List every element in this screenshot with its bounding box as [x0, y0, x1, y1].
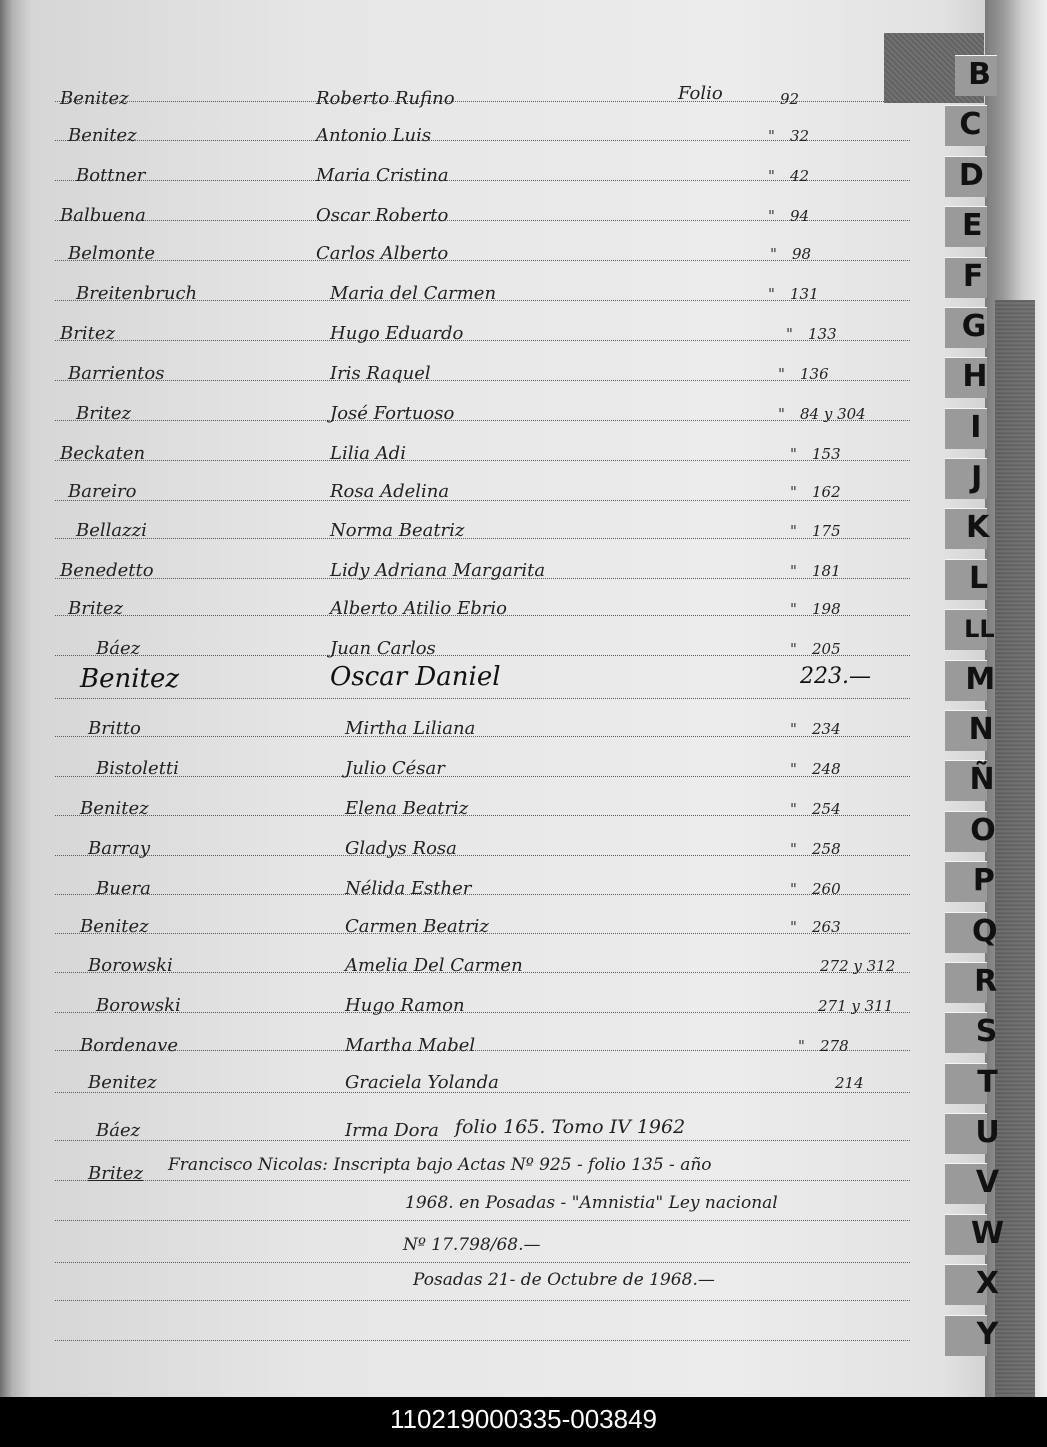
entry-given-name: Carmen Beatriz — [345, 916, 489, 937]
entry-given-name: Lilia Adi — [330, 443, 406, 464]
alphabet-tab[interactable]: S — [975, 1014, 998, 1050]
ditto-mark: " — [786, 325, 793, 343]
entry-surname: Benitez — [88, 1072, 157, 1093]
ditto-mark: " — [790, 880, 797, 898]
entry-given-name: Carlos Alberto — [316, 243, 449, 264]
entry-given-name: Graciela Yolanda — [345, 1072, 499, 1093]
ditto-mark: " — [790, 445, 797, 463]
entry-surname: Bareiro — [68, 481, 137, 502]
entry-surname: Bordenave — [80, 1035, 178, 1056]
entry-given-name: Irma Dora — [345, 1120, 439, 1141]
entry-folio: 136 — [800, 365, 829, 383]
alphabet-tab[interactable]: M — [965, 661, 996, 697]
entry-folio: 94 — [790, 207, 810, 225]
entry-folio: 98 — [792, 245, 812, 263]
entry-given-name: Martha Mabel — [345, 1035, 476, 1056]
entry-given-name: José Fortuoso — [330, 403, 455, 424]
entry-surname: Britez — [60, 323, 115, 344]
entry-surname: Belmonte — [68, 243, 156, 264]
entry-folio: 181 — [812, 562, 841, 580]
ruled-line — [55, 460, 910, 461]
entry-folio: 271 y 311 — [818, 997, 894, 1015]
entry-surname: Bistoletti — [96, 758, 179, 779]
ruled-line — [55, 220, 910, 221]
ditto-mark: " — [790, 760, 797, 778]
ditto-mark: " — [790, 720, 797, 738]
entry-surname: Báez — [96, 1120, 141, 1141]
entry-given-name: Maria del Carmen — [330, 283, 497, 304]
page-binding — [0, 0, 12, 1397]
alphabet-tab[interactable]: E — [961, 208, 983, 244]
entry-given-name: Mirtha Liliana — [345, 718, 476, 739]
alphabet-tab[interactable]: O — [970, 812, 996, 848]
entry-surname: Benitez — [80, 798, 149, 819]
entry-folio: 205 — [812, 640, 841, 658]
ruled-line — [55, 1220, 910, 1221]
entry-surname: Benitez — [80, 664, 180, 694]
ditto-mark: " — [768, 167, 775, 185]
ruled-line — [55, 1050, 910, 1051]
entry-given-name: Gladys Rosa — [345, 838, 457, 859]
ditto-mark: " — [778, 405, 785, 423]
ruled-line — [55, 736, 910, 737]
ruled-line — [55, 500, 910, 501]
ditto-mark: " — [790, 640, 797, 658]
ruled-line — [55, 180, 910, 181]
entry-surname: Borowski — [88, 955, 173, 976]
note-surname: Britez — [88, 1163, 143, 1184]
entry-surname: Borowski — [96, 995, 181, 1016]
footer-id: 110219000335-003849 — [0, 1397, 1047, 1447]
alphabet-tab[interactable]: Ñ — [969, 762, 995, 798]
entry-surname: Buera — [96, 878, 151, 899]
entry-given-name: Maria Cristina — [316, 165, 449, 186]
entry-given-name: Alberto Atilio Ebrio — [330, 598, 507, 619]
entry-given-name: Hugo Ramon — [345, 995, 465, 1016]
entry-surname: Barrientos — [68, 363, 165, 384]
entry-surname: Balbuena — [60, 205, 146, 226]
alphabet-tab[interactable]: V — [975, 1165, 1000, 1201]
ditto-mark: " — [768, 207, 775, 225]
ruled-line — [55, 1140, 910, 1141]
ruled-line — [55, 776, 910, 777]
entry-surname: Bottner — [76, 165, 146, 186]
note-line-3: Nº 17.798/68.— — [403, 1235, 541, 1255]
folio-header: Folio — [678, 83, 723, 104]
ditto-mark: " — [790, 562, 797, 580]
alphabet-tab[interactable]: B — [968, 57, 991, 92]
ruled-line — [55, 655, 910, 656]
entry-surname: Benedetto — [60, 560, 154, 581]
ditto-mark: " — [790, 522, 797, 540]
entry-folio: 32 — [790, 127, 810, 145]
alphabet-tab[interactable]: LL — [964, 615, 995, 644]
entry-folio: 153 — [812, 445, 841, 463]
entry-folio: 223.— — [800, 664, 871, 689]
entry-folio: 42 — [790, 167, 810, 185]
ruled-line — [55, 260, 910, 261]
ditto-mark: " — [768, 285, 775, 303]
entry-given-name: Rosa Adelina — [330, 481, 450, 502]
alphabet-tabs — [945, 55, 1005, 1365]
entry-given-name: Hugo Eduardo — [330, 323, 464, 344]
entry-folio: 131 — [790, 285, 819, 303]
ditto-mark: " — [770, 245, 777, 263]
alphabet-tab[interactable]: W — [970, 1215, 1005, 1251]
entry-surname: Barray — [88, 838, 151, 859]
entry-surname: Bellazzi — [76, 520, 147, 541]
ruled-line — [55, 894, 910, 895]
entry-given-name: Lidy Adriana Margarita — [330, 560, 546, 581]
ditto-mark: " — [790, 600, 797, 618]
entry-folio: 248 — [812, 760, 841, 778]
note-line-1: Francisco Nicolas: Inscripta bajo Actas Nº 925 - folio 135 - año — [168, 1155, 712, 1175]
entry-surname: Báez — [96, 638, 141, 659]
alphabet-tab[interactable]: U — [975, 1115, 1000, 1151]
alphabet-tab[interactable]: G — [961, 308, 987, 344]
ruled-line — [55, 855, 910, 856]
alphabet-tab[interactable]: J — [971, 460, 983, 496]
ditto-mark: " — [790, 800, 797, 818]
entry-folio: 260 — [812, 880, 841, 898]
ruled-line — [55, 1262, 910, 1263]
entry-folio: 175 — [812, 522, 841, 540]
alphabet-tab[interactable]: T — [977, 1064, 998, 1100]
alphabet-tab[interactable]: X — [975, 1266, 1000, 1302]
alphabet-tab[interactable]: R — [974, 963, 998, 999]
ditto-mark: " — [790, 840, 797, 858]
entry-surname: Benitez — [80, 916, 149, 937]
alphabet-tab[interactable]: I — [970, 409, 982, 445]
entry-folio: 133 — [808, 325, 837, 343]
alphabet-tab[interactable]: L — [968, 560, 989, 596]
entry-folio: 272 y 312 — [820, 957, 896, 975]
entry-surname: Beckaten — [60, 443, 146, 464]
entry-given-name: Norma Beatriz — [330, 520, 465, 541]
ruled-line — [55, 1300, 910, 1301]
ruled-line — [55, 1340, 910, 1341]
alphabet-tab[interactable]: Q — [972, 913, 998, 949]
entry-folio: 198 — [812, 600, 841, 618]
ruled-line — [55, 698, 910, 699]
entry-given-name: Nélida Esther — [345, 878, 472, 899]
ruled-line — [55, 538, 910, 539]
entry-folio: 214 — [835, 1074, 864, 1092]
alphabet-tab[interactable]: K — [965, 510, 990, 546]
entry-surname: Breitenbruch — [76, 283, 198, 304]
entry-given-name: Julio César — [345, 758, 445, 779]
alphabet-tab[interactable]: Y — [976, 1316, 999, 1352]
alphabet-tab[interactable]: H — [962, 359, 988, 395]
entry-surname: Benitez — [60, 88, 129, 109]
entry-folio: 263 — [812, 918, 841, 936]
entry-given-name: Oscar Roberto — [316, 205, 449, 226]
ruled-line — [55, 815, 910, 816]
entry-folio: 84 y 304 — [800, 405, 866, 423]
alphabet-tab[interactable]: D — [958, 157, 984, 193]
alphabet-tab[interactable]: C — [959, 107, 982, 143]
ruled-line — [55, 1180, 910, 1181]
note-line-2: 1968. en Posadas - "Amnistia" Ley nacional — [405, 1193, 778, 1213]
entry-folio: 254 — [812, 800, 841, 818]
alphabet-tab[interactable]: F — [962, 258, 984, 294]
entry-given-name: Iris Raquel — [330, 363, 431, 384]
ruled-line — [55, 1012, 910, 1013]
ruled-line — [55, 340, 910, 341]
ditto-mark: " — [790, 918, 797, 936]
entry-given-name: Amelia Del Carmen — [345, 955, 523, 976]
alphabet-tab[interactable]: P — [972, 863, 995, 899]
ditto-mark: " — [768, 127, 775, 145]
ditto-mark: " — [790, 483, 797, 501]
entry-folio: 234 — [812, 720, 841, 738]
entry-given-name: Oscar Daniel — [330, 662, 501, 692]
entry-surname: Britez — [76, 403, 131, 424]
entry-given-name: Juan Carlos — [330, 638, 436, 659]
entry-folio: 92 — [780, 90, 800, 108]
entry-folio: 278 — [820, 1037, 849, 1055]
entry-surname: Britto — [88, 718, 141, 739]
entry-surname: Britez — [68, 598, 123, 619]
entry-given-name: Roberto Rufino — [316, 88, 455, 109]
entry-given-name: Antonio Luis — [316, 125, 432, 146]
entry-surname: Benitez — [68, 125, 137, 146]
ruled-line — [55, 140, 910, 141]
note-line-4: Posadas 21- de Octubre de 1968.— — [413, 1270, 715, 1290]
entry-folio: folio 165. Tomo IV 1962 — [455, 1116, 686, 1138]
ditto-mark: " — [798, 1037, 805, 1055]
ditto-mark: " — [778, 365, 785, 383]
entry-given-name: Elena Beatriz — [345, 798, 469, 819]
alphabet-tab[interactable]: N — [968, 712, 994, 747]
entry-folio: 258 — [812, 840, 841, 858]
entry-folio: 162 — [812, 483, 841, 501]
